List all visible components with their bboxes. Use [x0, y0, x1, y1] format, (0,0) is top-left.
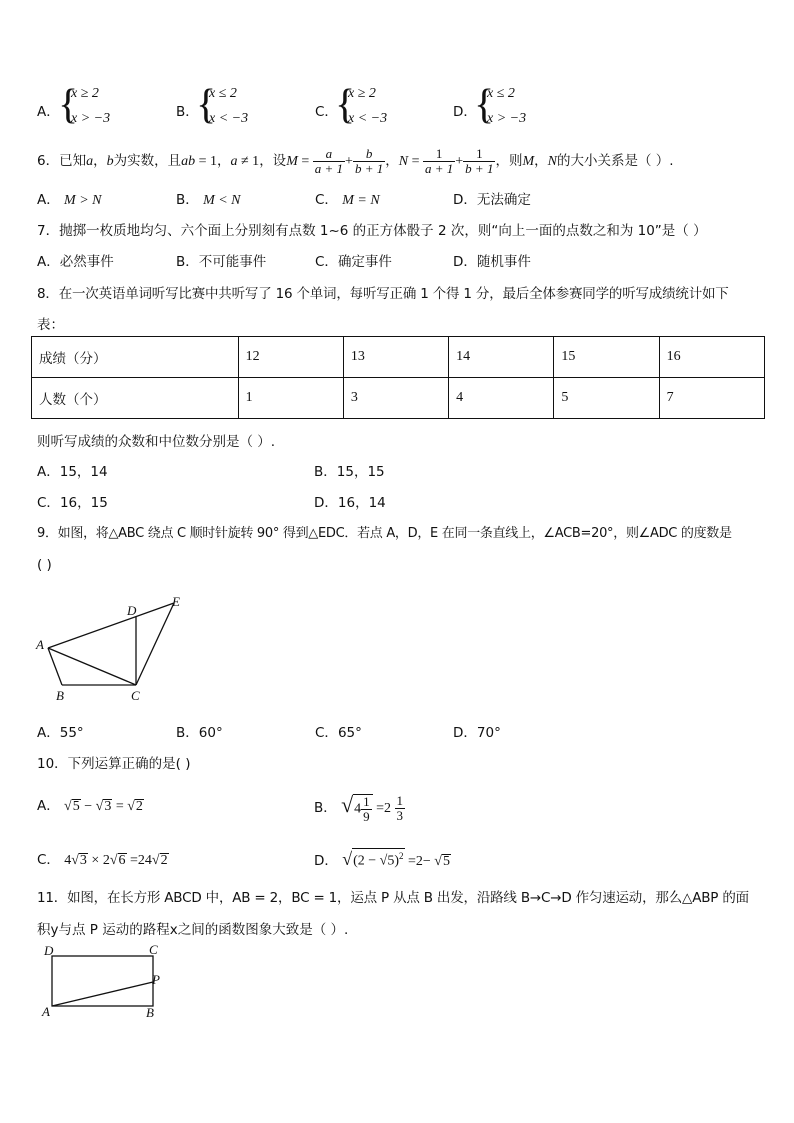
q7-option-c-text: 确定事件	[337, 254, 392, 270]
q10-b-rnum: 1	[396, 793, 404, 809]
q5-option-c-line2: x < −3	[348, 111, 388, 126]
q5-option-d-line1: x ≤ 2	[487, 86, 515, 101]
q8-option-c-letter: C．	[37, 495, 60, 511]
q6-option-c	[315, 188, 380, 209]
q6-var-M: M	[286, 154, 298, 169]
q5-option-c-letter: C．	[315, 104, 338, 120]
q10-option-d-letter: D．	[314, 853, 338, 869]
q11-figure	[36, 940, 171, 1022]
q6-mid1: 为实数，且	[113, 153, 182, 169]
rectangle-ABCD	[52, 956, 153, 1006]
q6-sep3: ，	[385, 153, 399, 169]
table-cell: 5	[554, 378, 659, 419]
q6-sep: ，	[93, 153, 107, 169]
q10-c-coef: 4	[64, 853, 72, 868]
label-A: A	[42, 1004, 50, 1019]
table-cell: 7	[659, 378, 764, 419]
q10-d-expr: $√(2 - √5)^2 =2- √5$	[342, 849, 450, 869]
q6-option-b-letter: B．	[176, 192, 199, 208]
q8-option-b	[314, 460, 385, 480]
q5-option-a-line2: x > −3	[71, 111, 111, 126]
q10-option-d	[314, 847, 451, 871]
q8-stem-line1: 8．在一次英语单词听写比赛中共听写了 16 个单词，每听写正确 1 个得 1 分，最后全体参赛同学的听写成绩统计如下	[37, 286, 729, 302]
label-D: D	[127, 603, 137, 618]
q8-option-d	[314, 491, 386, 511]
q10-a-rad1: 5	[72, 799, 80, 814]
q7-option-b-text: 不可能事件	[198, 254, 267, 270]
q10-b-frac	[361, 795, 372, 824]
label-C: C	[131, 688, 140, 703]
q10-c-expr: 4√3 × 2√6 =24√2	[64, 853, 168, 868]
q10-d-rad: 5	[442, 854, 450, 869]
q5-option-a-brace: {	[58, 82, 79, 128]
q10-option-b-letter: B．	[314, 800, 337, 816]
q6-var-N: N	[398, 154, 409, 169]
q9-option-c	[315, 721, 362, 741]
q6-fraction-1	[313, 147, 345, 176]
q6-f1-num: a	[313, 147, 345, 162]
q7-option-a-text: 必然事件	[59, 254, 114, 270]
q6-suffix: 的大小关系是（ ）.	[556, 153, 674, 169]
table-cell: 14	[449, 337, 554, 378]
q7-option-d	[453, 250, 531, 270]
q6-f2-den: b + 1	[354, 160, 384, 176]
q8-question: 则听写成绩的众数和中位数分别是（ ）.	[37, 434, 276, 450]
q7-option-b	[176, 250, 266, 270]
q8-option-c	[37, 491, 108, 511]
q8-option-d-text: 16，14	[337, 495, 386, 511]
q6-eq2: =	[408, 154, 423, 169]
q10-option-c-letter: C．	[37, 852, 60, 868]
table-cell: 13	[343, 337, 448, 378]
q5-option-a-line1: x ≥ 2	[71, 86, 99, 101]
q6-option-a-letter: A．	[37, 192, 60, 208]
q10-d-eq: =2−	[404, 854, 435, 869]
q10-a-expr: √5 − √3 = √2	[64, 799, 143, 814]
q7-option-a	[37, 250, 114, 270]
q8-option-b-letter: B．	[314, 464, 337, 480]
q6-option-d-text: 无法确定	[476, 192, 531, 208]
q10-b-expr: √4 $\frac{1}{9}$ =2 $\frac{1}{3}$	[341, 792, 404, 824]
q9-option-d-text: 70°	[476, 725, 501, 741]
q10-b-fnum: 1	[363, 793, 370, 809]
q10-a-minus: −	[80, 799, 96, 814]
q6-option-d	[453, 188, 531, 208]
q10-a-eq: =	[112, 799, 128, 814]
table-header-count: 人数（个）	[32, 378, 239, 419]
q9-stem-line1: 9．如图，将△ABC 绕点 C 顺时针旋转 90° 得到△EDC．若点 A，D，E 在同一条直线上，∠ACB=20°，则∠ADC 的度数是	[37, 526, 732, 541]
q6-option-a	[37, 188, 102, 209]
q7-stem: 7．抛掷一枚质地均匀、六个面上分别刻有点数 1~6 的正方体骰子 2 次，则“向上一面的点数之和为 10”是（ ）	[37, 223, 707, 239]
table-cell: 3	[343, 378, 448, 419]
q10-d-exp: 2	[399, 851, 404, 862]
q7-option-c-letter: C．	[315, 254, 338, 270]
q10-c-rad3: 2	[160, 853, 168, 868]
q10-b-rden: 3	[396, 808, 404, 824]
q6-fraction-3	[423, 147, 455, 176]
q10-d-inner: (2 − √5)	[353, 854, 399, 869]
label-P: P	[152, 972, 160, 987]
label-D: D	[44, 943, 54, 958]
q5-option-b-line1: x ≤ 2	[209, 86, 237, 101]
q6-f3-num: 1	[423, 147, 455, 162]
q8-option-c-text: 16，15	[59, 495, 108, 511]
q6-option-d-letter: D．	[453, 192, 477, 208]
q6-fraction-4	[463, 147, 495, 176]
segment-EC	[136, 603, 174, 685]
q10-option-b	[314, 787, 405, 823]
q5-option-b-line2: x < −3	[209, 111, 249, 126]
q6-option-a-text: M > N	[64, 193, 102, 208]
q9-option-a	[37, 721, 84, 741]
q6-cond1: ab	[181, 154, 196, 169]
q9-option-b-text: 60°	[198, 725, 223, 741]
q5-option-c-brace: {	[335, 82, 356, 128]
q8-option-b-text: 15，15	[336, 464, 385, 480]
q10-d-radicand	[352, 848, 404, 869]
table-cell: 4	[449, 378, 554, 419]
q6-neq: ≠ 1	[237, 154, 260, 169]
q6-prefix: 6．已知	[37, 153, 87, 169]
q6-eq: =	[297, 154, 313, 169]
q9-option-d	[453, 721, 501, 741]
q10-a-rad3: 2	[135, 799, 143, 814]
q10-b-rfrac	[395, 794, 406, 823]
q6-var-M2: M	[522, 154, 535, 169]
table-row	[32, 337, 765, 378]
table-cell: 16	[659, 337, 764, 378]
q10-b-eq: =2	[372, 801, 395, 816]
q5-option-d-brace: {	[474, 82, 495, 128]
q8-stem-line2: 表：	[37, 317, 64, 333]
q6-var-N2: N	[547, 154, 557, 169]
q9-option-b-letter: B．	[176, 725, 199, 741]
q10-stem: 10．下列运算正确的是( )	[37, 756, 191, 772]
q11-stem-line1: 11．如图，在长方形 ABCD 中，AB = 2，BC = 1，运点 P 从点 B 出发，沿路线 B→C→D 作匀速运动，那么△ABP 的面	[37, 890, 749, 906]
q7-option-d-text: 随机事件	[476, 254, 531, 270]
q9-figure	[30, 592, 200, 708]
q10-c-eq: =24	[126, 853, 152, 868]
q6-f3-den: a + 1	[424, 160, 454, 176]
q9-option-c-letter: C．	[315, 725, 338, 741]
q6-mid2: ，设	[259, 153, 287, 169]
q10-b-whole: 4	[354, 801, 362, 817]
q7-option-d-letter: D．	[453, 254, 477, 270]
label-B: B	[56, 688, 64, 703]
q6-plus2: +	[455, 154, 464, 169]
q5-option-d-line2: x > −3	[487, 111, 527, 126]
q6-option-b	[176, 188, 241, 209]
q6-plus: +	[345, 154, 353, 169]
table-cell: 1	[238, 378, 343, 419]
table-header-score: 成绩（分）	[32, 337, 239, 378]
q7-option-b-letter: B．	[176, 254, 199, 270]
table-cell: 12	[238, 337, 343, 378]
q9-stem-line2: ( )	[37, 557, 52, 573]
q10-c-rad1: 3	[79, 853, 87, 868]
q6-stem	[37, 145, 674, 177]
score-table	[31, 336, 765, 419]
q6-sep4: ，	[534, 153, 548, 169]
label-C: C	[149, 942, 158, 957]
q6-mid3: ，则	[495, 153, 523, 169]
segment-AC	[48, 648, 136, 685]
q10-a-rad2: 3	[104, 799, 112, 814]
q7-option-a-letter: A．	[37, 254, 60, 270]
q6-var-b: b	[106, 154, 114, 169]
label-E: E	[172, 594, 180, 609]
q10-b-fden: 9	[363, 808, 370, 824]
q10-option-a	[37, 795, 144, 817]
q5-option-b-brace: {	[196, 82, 217, 128]
q6-option-c-text: M = N	[342, 193, 380, 208]
q5-option-d-letter: D．	[453, 104, 477, 120]
q6-sep2: ，	[217, 153, 231, 169]
q9-option-b	[176, 721, 223, 741]
label-B: B	[146, 1005, 154, 1020]
q7-option-c	[315, 250, 392, 270]
q10-option-c	[37, 849, 169, 871]
q5-option-a-letter: A．	[37, 104, 60, 120]
q9-option-a-text: 55°	[59, 725, 84, 741]
q6-cond2: a	[230, 154, 238, 169]
q6-var-a: a	[86, 154, 94, 169]
segment-AP	[52, 982, 153, 1006]
q8-option-a-text: 15，14	[59, 464, 108, 480]
q6-option-c-letter: C．	[315, 192, 338, 208]
q5-option-b-letter: B．	[176, 104, 199, 120]
q6-f2-num: b	[353, 147, 385, 162]
q10-c-rad2: 6	[118, 853, 126, 868]
q6-eq1: = 1	[195, 154, 217, 169]
label-A: A	[36, 637, 44, 652]
q8-option-d-letter: D．	[314, 495, 338, 511]
q6-f1-den: a + 1	[314, 160, 344, 176]
table-cell: 15	[554, 337, 659, 378]
table-row	[32, 378, 765, 419]
q6-f4-den: b + 1	[465, 160, 494, 176]
segment-AE	[48, 603, 174, 648]
q5-option-c-line1: x ≥ 2	[348, 86, 376, 101]
q9-option-a-letter: A．	[37, 725, 60, 741]
q10-option-a-letter: A．	[37, 798, 60, 814]
q8-option-a	[37, 460, 108, 480]
q6-fraction-2	[353, 147, 385, 176]
q6-option-b-text: M < N	[203, 193, 241, 208]
q9-option-d-letter: D．	[453, 725, 477, 741]
q9-option-c-text: 65°	[337, 725, 362, 741]
q8-option-a-letter: A．	[37, 464, 60, 480]
q11-stem-line2: 积y与点 P 运动的路程x之间的函数图象大致是（ ）.	[37, 922, 349, 938]
q10-c-times: × 2	[87, 853, 110, 868]
q6-f4-num: 1	[463, 147, 495, 162]
